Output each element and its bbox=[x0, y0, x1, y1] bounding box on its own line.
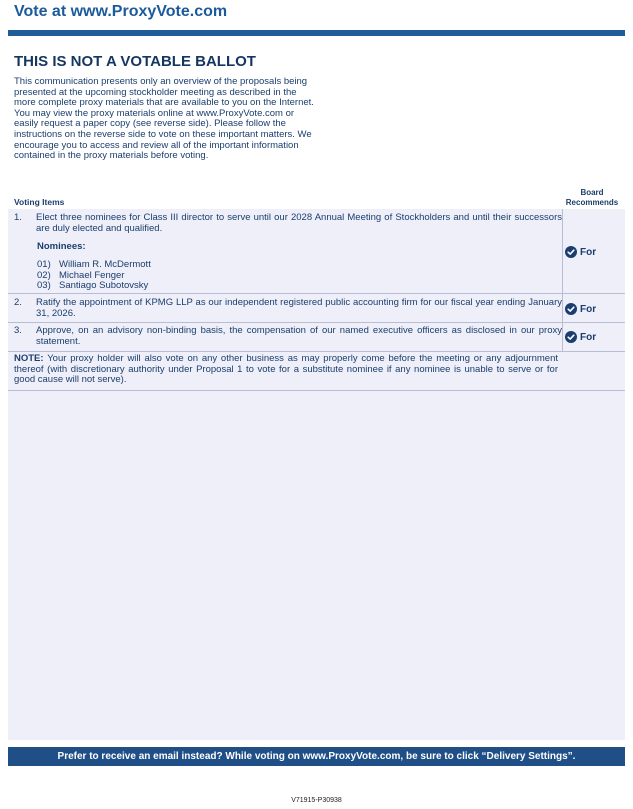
row-divider bbox=[8, 351, 625, 352]
footer-banner: Prefer to receive an email instead? While voting on www.ProxyVote.com, be sure to click “Delivery Settings”. bbox=[8, 747, 625, 766]
recommendation-label: For bbox=[580, 246, 597, 258]
check-circle-icon bbox=[565, 331, 577, 343]
header-rule bbox=[8, 30, 625, 36]
nominees-label: Nominees: bbox=[37, 241, 86, 252]
board-recommends-header: Board Recommends bbox=[565, 188, 619, 207]
nominee-number: 03) bbox=[37, 280, 51, 291]
note-text: Your proxy holder will also vote on any other business as may properly come before the meeting or any adjournment thereof (with discretionary authority under Proposal 1 to vote for a substitute nominee if any nominee is unable to serve or for good cause will not serve). bbox=[14, 353, 558, 386]
recommendation-3 bbox=[565, 331, 596, 343]
proposal-text: Elect three nominees for Class III director to serve until our 2028 Annual Meeting of Stockholders and until their successors are duly elected and qualified. bbox=[36, 212, 562, 234]
nominee-name: Santiago Subotovsky bbox=[59, 280, 149, 291]
proposal-number: 2. bbox=[14, 297, 22, 308]
note-label: NOTE: bbox=[14, 353, 44, 364]
header-title: Vote at www.ProxyVote.com bbox=[14, 3, 228, 20]
check-circle-icon bbox=[565, 303, 577, 315]
proposal-2 bbox=[14, 298, 562, 319]
proposal-number: 1. bbox=[14, 212, 22, 223]
row-divider bbox=[8, 322, 625, 323]
intro-paragraph: This communication presents only an overview of the proposals being presented at the upcoming stockholder meeting as described in the more complete proxy materials that are available to you on the Internet. You may view the proxy materials online at www.ProxyVote.com or easily request a paper copy (see reverse side). Please follow the instructions on the reverse side to vote on these important matters. We encourage you to access and review all of the important information contained in the proxy materials before voting. bbox=[14, 76, 314, 162]
row-divider bbox=[8, 390, 625, 391]
note-paragraph bbox=[14, 354, 558, 386]
nominee-item bbox=[37, 281, 148, 292]
ballot-heading: THIS IS NOT A VOTABLE BALLOT bbox=[14, 53, 256, 70]
document-code: V71915-P30938 bbox=[291, 797, 342, 804]
check-circle-icon bbox=[565, 246, 577, 258]
board-column-divider bbox=[562, 209, 563, 352]
recommendation-label: For bbox=[580, 331, 597, 343]
recommendation-2 bbox=[565, 303, 596, 315]
proposal-3 bbox=[14, 326, 562, 347]
nominee-name: William R. McDermott bbox=[59, 259, 151, 270]
recommendation-label: For bbox=[580, 303, 597, 315]
recommendation-1 bbox=[565, 246, 596, 258]
proposal-1 bbox=[14, 213, 562, 234]
nominee-number: 02) bbox=[37, 269, 51, 281]
proposal-text: Approve, on an advisory non-binding basis, the compensation of our named executive officers as disclosed in our proxy statement. bbox=[36, 325, 562, 347]
row-divider bbox=[8, 293, 625, 294]
nominee-number: 01) bbox=[37, 259, 51, 270]
proposal-number: 3. bbox=[14, 325, 22, 336]
voting-items-header: Voting Items bbox=[14, 197, 65, 207]
nominee-name: Michael Fenger bbox=[59, 269, 125, 281]
proposal-text: Ratify the appointment of KPMG LLP as our independent registered public accounting firm for our fiscal year ending January 31, 2026. bbox=[36, 297, 562, 319]
